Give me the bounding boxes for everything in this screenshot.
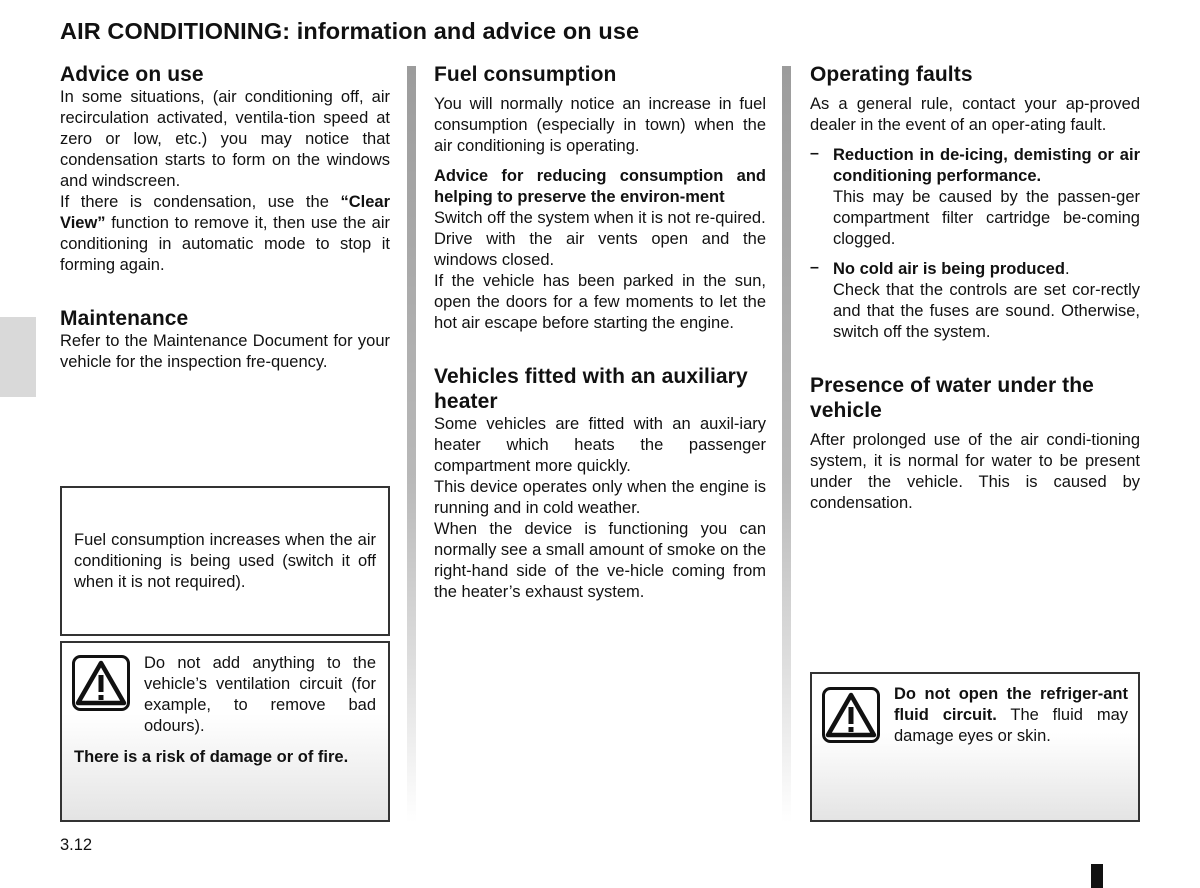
heading-water-under-vehicle: Presence of water under the vehicle xyxy=(810,374,1094,422)
fuel-paragraph-4: If the vehicle has been parked in the sun, open the doors for a few moments to let the hot air escape before starting the engine. xyxy=(434,272,766,332)
fuel-paragraph-2: Switch off the system when it is not re-quired. xyxy=(434,209,766,227)
heater-paragraph-1: Some vehicles are fitted with an auxil-iary heater which heats the passenger compartment more quickly. xyxy=(434,415,766,475)
refrigerant-warning-text: Do not open the refriger-ant fluid circuit. The fluid may damage eyes or skin. xyxy=(894,685,1128,745)
advice-paragraph-2 xyxy=(60,192,390,276)
heading-operating-faults: Operating faults xyxy=(810,63,973,86)
column-fuel-consumption xyxy=(434,62,766,603)
clear-view-label: “Clear View” xyxy=(60,193,390,232)
advice-text-after: function to remove it, then use the air conditioning in automatic mode to stop it forming again. xyxy=(60,214,390,274)
column-divider-right xyxy=(782,66,791,823)
page-number: 3.12 xyxy=(60,836,93,854)
bullet-dash: – xyxy=(810,259,819,276)
heading-fuel-consumption: Fuel consumption xyxy=(434,63,617,86)
fault-item-title: No cold air is being produced. xyxy=(833,260,1070,278)
column-operating-faults xyxy=(810,62,1140,514)
fuel-info-box xyxy=(60,486,390,636)
fuel-paragraph-1: You will normally notice an increase in fuel consumption (especially in town) when the air conditioning is operating. xyxy=(434,95,766,155)
heater-paragraph-3: When the device is functioning you can normally see a small amount of smoke on the right-hand side of the ve-hicle coming from the heater’s exhaust system. xyxy=(434,520,766,601)
heading-maintenance: Maintenance xyxy=(60,307,189,330)
fuel-subheading: Advice for reducing consumption and helping to preserve the environ-ment xyxy=(434,167,766,206)
fault-item-title: Reduction in de-icing, demisting or air conditioning performance. xyxy=(833,146,1140,185)
fuel-paragraph-3: Drive with the air vents open and the windows closed. xyxy=(434,230,766,269)
warning-triangle-icon xyxy=(72,655,130,711)
corner-print-mark xyxy=(1091,864,1103,888)
ventilation-warning-box xyxy=(60,641,390,822)
column-advice xyxy=(60,62,390,373)
page-title: AIR CONDITIONING: information and advice on use xyxy=(60,18,640,44)
warning-triangle-icon xyxy=(822,687,880,743)
heater-paragraph-2: This device operates only when the engine is running and in cold weather. xyxy=(434,478,766,517)
water-paragraph: After prolonged use of the air condi-tioning system, it is normal for water to be present under the vehicle. This is caused by condensation. xyxy=(810,431,1140,512)
ventilation-warning-text: Do not add anything to the vehicle’s ventilation circuit (for example, to remove bad odours). xyxy=(144,654,376,735)
advice-text-before: If there is condensation, use the xyxy=(60,193,341,211)
chapter-tab-marker xyxy=(0,317,36,397)
column-divider-left xyxy=(407,66,416,823)
maintenance-paragraph: Refer to the Maintenance Document for your vehicle for the inspection fre-quency. xyxy=(60,332,390,371)
ventilation-warning-risk: There is a risk of damage or of fire. xyxy=(74,748,349,766)
advice-paragraph-1: In some situations, (air conditioning off, air recirculation activated, ventila-tion speed at zero or low, etc.) you may notice that condensation starts to form on the windows and windscreen. xyxy=(60,88,390,190)
refrigerant-warning-box xyxy=(810,672,1140,822)
bullet-dash: – xyxy=(810,145,819,162)
fault-item-text: This may be caused by the passen-ger compartment filter cartridge be-coming clogged. xyxy=(833,188,1140,248)
fault-item-cold-air xyxy=(810,259,1140,343)
faults-paragraph: As a general rule, contact your ap-proved dealer in the event of an oper-ating fault. xyxy=(810,95,1140,134)
fault-item-text: Check that the controls are set cor-rectly and that the fuses are sound. Otherwise, switch off the system. xyxy=(833,281,1140,341)
fuel-info-text: Fuel consumption increases when the air conditioning is being used (switch it off when it is not required). xyxy=(74,531,376,591)
heading-auxiliary-heater: Vehicles fitted with an auxiliary heater xyxy=(434,365,748,413)
fault-item-deicing xyxy=(810,145,1140,250)
heading-advice-on-use: Advice on use xyxy=(60,63,204,86)
